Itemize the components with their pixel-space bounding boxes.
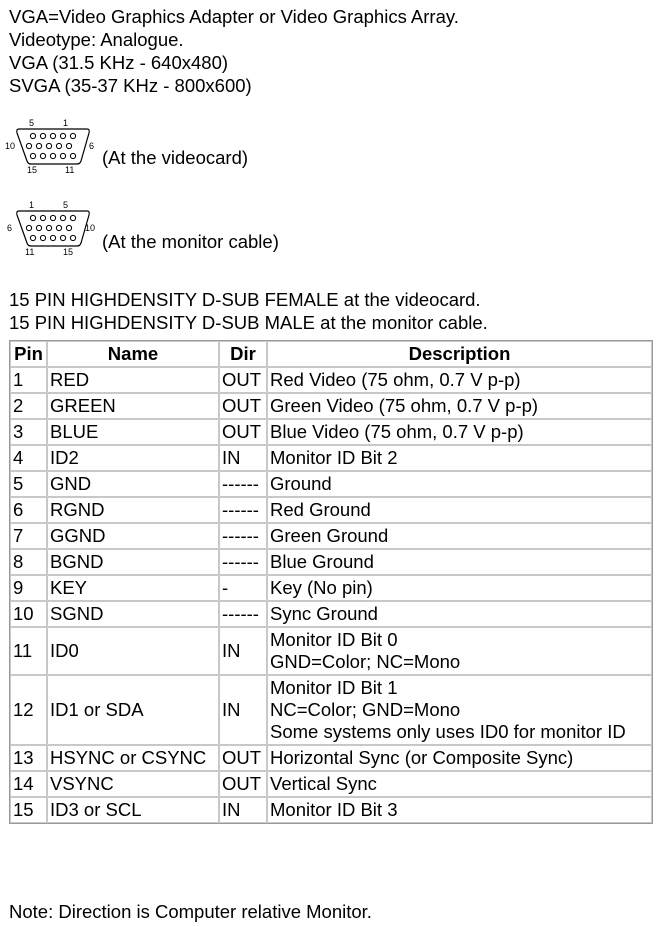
description-line: GND=Color; NC=Mono: [270, 651, 461, 672]
description-cell: [267, 471, 652, 497]
table-row: [10, 601, 652, 627]
description-cell: [267, 675, 652, 745]
dir-cell: OUT: [219, 745, 267, 771]
description-line: Horizontal Sync (or Composite Sync): [270, 747, 574, 768]
male-connector-block: [9, 199, 659, 261]
female-label-mid-right: 6: [89, 141, 95, 151]
name-cell: RGND: [47, 497, 219, 523]
female-connector-caption: (At the videocard): [102, 147, 249, 168]
table-row: [10, 523, 652, 549]
dir-cell: OUT: [219, 771, 267, 797]
description-cell: [267, 797, 652, 823]
description-line: Green Video (75 ohm, 0.7 V p-p): [270, 395, 539, 416]
header-description: Description: [267, 341, 652, 367]
table-header-row: [10, 341, 652, 367]
table-row: [10, 745, 652, 771]
table-row: [10, 367, 652, 393]
direction-note: Note: Direction is Computer relative Monitor.: [9, 901, 372, 922]
document-page: [5, 5, 659, 334]
dir-cell: ------: [219, 549, 267, 575]
pin-cell: 3: [10, 419, 47, 445]
description-line: Blue Ground: [270, 551, 374, 572]
pin-cell: 15: [10, 797, 47, 823]
name-cell: ID2: [47, 445, 219, 471]
dir-cell: ------: [219, 497, 267, 523]
name-cell: GREEN: [47, 393, 219, 419]
female-gender-line: 15 PIN HIGHDENSITY D-SUB FEMALE at the videocard.: [9, 289, 481, 310]
table-row: [10, 575, 652, 601]
dir-cell: IN: [219, 445, 267, 471]
description-cell: [267, 601, 652, 627]
name-cell: ID3 or SCL: [47, 797, 219, 823]
pin-cell: 10: [10, 601, 47, 627]
female-label-bot-left: 15: [27, 165, 38, 173]
description-cell: [267, 445, 652, 471]
table-row: [10, 675, 652, 745]
male-gender-line: 15 PIN HIGHDENSITY D-SUB MALE at the monitor cable.: [9, 312, 488, 333]
description-line: Red Video (75 ohm, 0.7 V p-p): [270, 369, 521, 390]
dir-cell: IN: [219, 627, 267, 675]
table-row: [10, 771, 652, 797]
description-line: Monitor ID Bit 1: [270, 677, 398, 698]
pin-cell: 13: [10, 745, 47, 771]
name-cell: KEY: [47, 575, 219, 601]
description-line: Monitor ID Bit 2: [270, 447, 398, 468]
name-cell: ID1 or SDA: [47, 675, 219, 745]
male-label-mid-left: 6: [7, 223, 13, 233]
description-cell: [267, 367, 652, 393]
description-line: Some systems only uses ID0 for monitor ID: [270, 721, 626, 742]
description-line: NC=Color; GND=Mono: [270, 699, 461, 720]
header-dir: Dir: [219, 341, 267, 367]
name-cell: GND: [47, 471, 219, 497]
female-label-mid-left: 10: [5, 141, 16, 151]
dir-cell: -: [219, 575, 267, 601]
description-line: Monitor ID Bit 3: [270, 799, 398, 820]
dir-cell: OUT: [219, 393, 267, 419]
description-cell: [267, 549, 652, 575]
dir-cell: OUT: [219, 367, 267, 393]
male-dsub-connector-icon: [5, 199, 97, 255]
description-line: Ground: [270, 473, 332, 494]
dir-cell: ------: [219, 601, 267, 627]
pin-cell: 11: [10, 627, 47, 675]
intro-line-2: Videotype: Analogue.: [9, 29, 184, 50]
male-label-bot-right: 15: [63, 247, 74, 255]
description-cell: [267, 575, 652, 601]
female-label-top-right: 1: [63, 118, 69, 128]
table-row: [10, 445, 652, 471]
pin-cell: 5: [10, 471, 47, 497]
name-cell: HSYNC or CSYNC: [47, 745, 219, 771]
description-cell: [267, 497, 652, 523]
female-label-bot-right: 11: [65, 165, 75, 173]
dir-cell: ------: [219, 471, 267, 497]
table-row: [10, 471, 652, 497]
pin-cell: 2: [10, 393, 47, 419]
table-row: [10, 797, 652, 823]
table-row: [10, 393, 652, 419]
name-cell: BGND: [47, 549, 219, 575]
description-cell: [267, 393, 652, 419]
table-body: [10, 367, 652, 823]
male-label-mid-right: 10: [85, 223, 96, 233]
intro-line-3: VGA (31.5 KHz - 640x480): [9, 52, 229, 73]
description-cell: [267, 745, 652, 771]
table-row: [10, 627, 652, 675]
dir-cell: IN: [219, 797, 267, 823]
pin-cell: 14: [10, 771, 47, 797]
description-cell: [267, 419, 652, 445]
description-line: Blue Video (75 ohm, 0.7 V p-p): [270, 421, 524, 442]
description-line: Green Ground: [270, 525, 389, 546]
description-cell: [267, 771, 652, 797]
description-line: Key (No pin): [270, 577, 373, 598]
name-cell: BLUE: [47, 419, 219, 445]
pin-cell: 12: [10, 675, 47, 745]
pin-cell: 8: [10, 549, 47, 575]
intro-line-1: VGA=Video Graphics Adapter or Video Graphics Array.: [9, 6, 459, 27]
pin-cell: 9: [10, 575, 47, 601]
table-row: [10, 419, 652, 445]
description-line: Sync Ground: [270, 603, 378, 624]
male-label-top-right: 5: [63, 200, 69, 210]
male-label-bot-left: 11: [25, 247, 35, 255]
header-pin: Pin: [10, 341, 47, 367]
female-connector-block: [5, 117, 659, 179]
intro-line-4: SVGA (35-37 KHz - 800x600): [9, 75, 252, 96]
name-cell: SGND: [47, 601, 219, 627]
pin-cell: 6: [10, 497, 47, 523]
name-cell: RED: [47, 367, 219, 393]
table-row: [10, 497, 652, 523]
description-line: Red Ground: [270, 499, 371, 520]
male-label-top-left: 1: [29, 200, 35, 210]
description-line: Vertical Sync: [270, 773, 377, 794]
dir-cell: IN: [219, 675, 267, 745]
description-cell: [267, 523, 652, 549]
table-row: [10, 549, 652, 575]
description-cell: [267, 627, 652, 675]
pinout-table: [9, 340, 653, 824]
dir-cell: ------: [219, 523, 267, 549]
pin-cell: 7: [10, 523, 47, 549]
pin-cell: 1: [10, 367, 47, 393]
male-connector-caption: (At the monitor cable): [102, 231, 279, 252]
pin-cell: 4: [10, 445, 47, 471]
dir-cell: OUT: [219, 419, 267, 445]
name-cell: VSYNC: [47, 771, 219, 797]
description-line: Monitor ID Bit 0: [270, 629, 398, 650]
name-cell: GGND: [47, 523, 219, 549]
name-cell: ID0: [47, 627, 219, 675]
header-name: Name: [47, 341, 219, 367]
female-dsub-connector-icon: [5, 117, 97, 173]
female-label-top-left: 5: [29, 118, 35, 128]
